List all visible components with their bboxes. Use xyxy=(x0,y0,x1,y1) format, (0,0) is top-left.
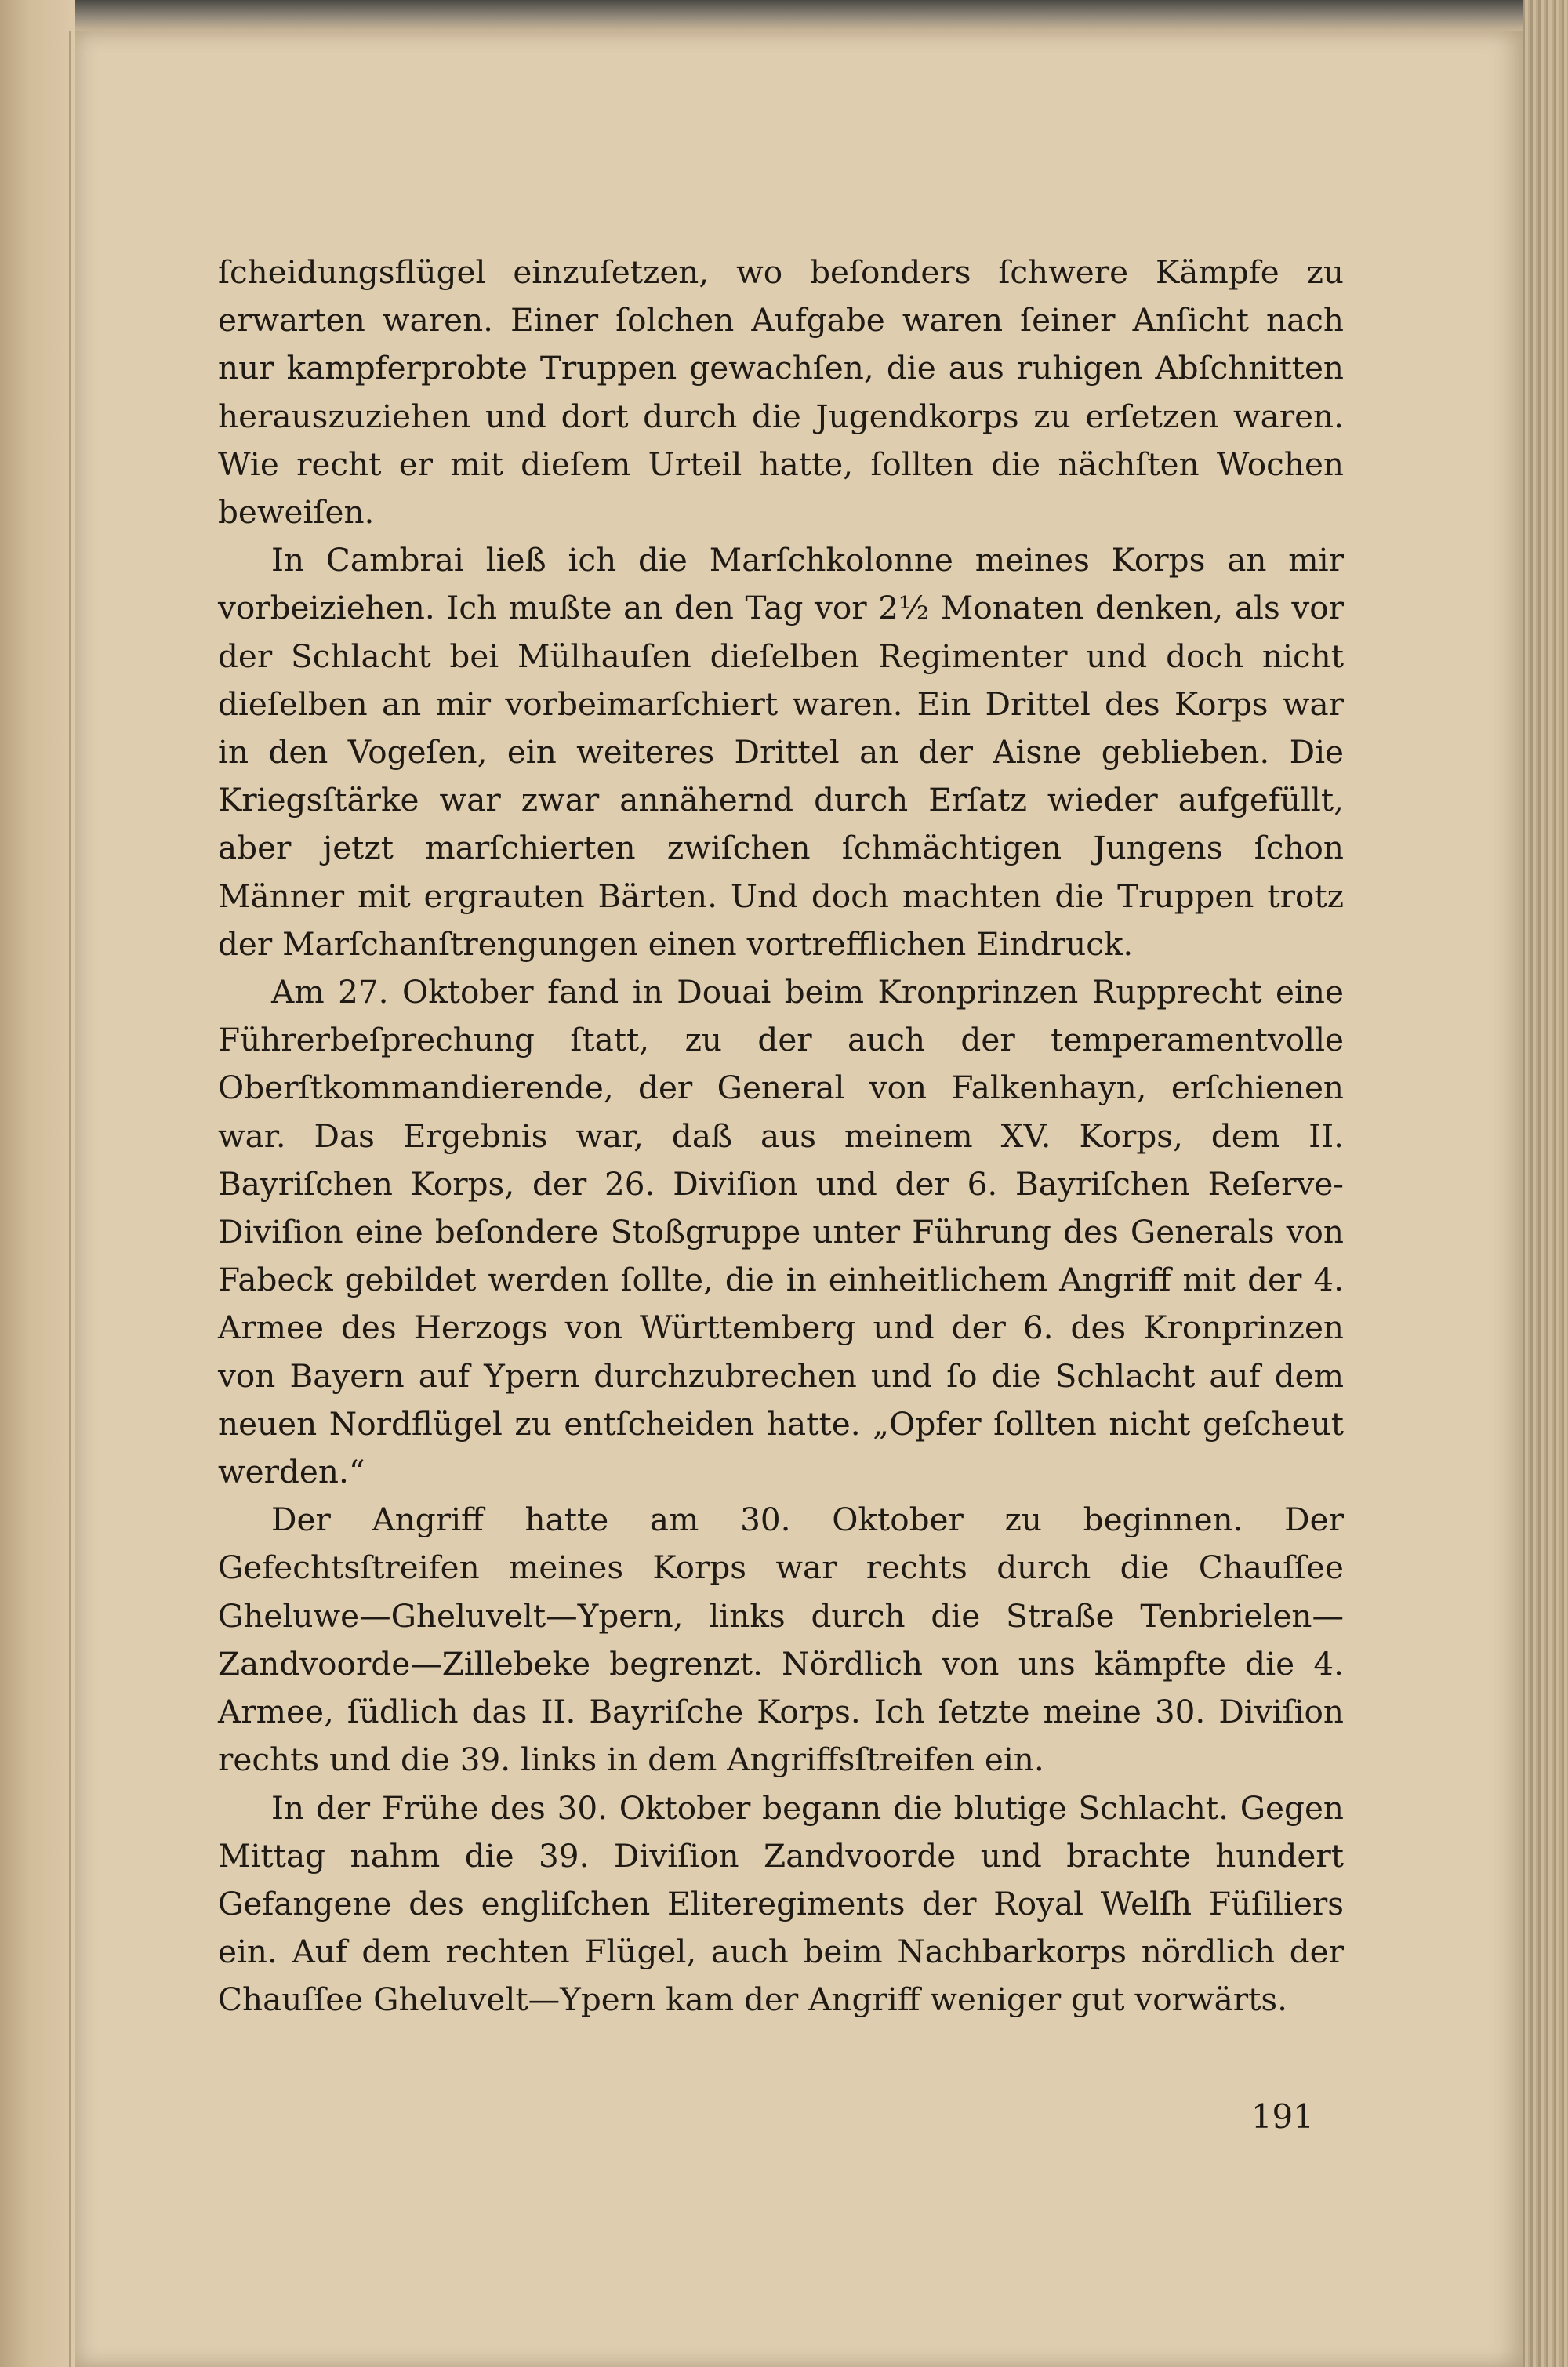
book-page xyxy=(75,31,1523,2367)
paragraph-5: In der Frühe des 30. Oktober begann die blutige Schlacht. Gegen Mittag nahm die 39. Diviſion Zandvoorde und brachte hundert Gefangene des engliſchen Eliteregiments der Royal Welſh Füſiliers ein. Auf dem rechten Flügel, auch beim Nachbarkorps nördlich der Chauſſee Gheluvelt—Ypern kam der Angriff weniger gut vorwärts. xyxy=(218,1788,1344,2019)
page-number: 191 xyxy=(1250,2097,1314,2136)
body-text xyxy=(218,249,1344,2024)
paragraph-4: Der Angriff hatte am 30. Oktober zu beginnen. Der Gefechtsſtreifen meines Korps war rechts durch die Chauſſee Gheluwe—Gheluvelt—Ypern, links durch die Straße Tenbrielen—Zandvoorde—Zillebeke begrenzt. Nördlich von uns kämpfte die 4. Armee, ſüdlich das II. Bayriſche Korps. Ich ſetzte meine 30. Diviſion rechts und die 39. links in dem Angriffsſtreifen ein. xyxy=(218,1501,1344,1779)
right-page-edges xyxy=(1523,0,1568,2367)
paragraph-3: Am 27. Oktober fand in Douai beim Kronprinzen Rupprecht eine Führerbeſprechung ſtatt, zu der auch der temperamentvolle Oberſtkommandierende, der General von Falkenhayn, erſchienen war. Das Ergebnis war, daß aus meinem XV. Korps, dem II. Bayriſchen Korps, der 26. Diviſion und der 6. Bayriſchen Reſerve-Diviſion eine beſondere Stoßgruppe unter Führung des Generals von Fabeck gebildet werden ſollte, die in einheitlichem Angriff mit der 4. Armee des Herzogs von Württemberg und der 6. des Kronprinzen von Bayern auf Ypern durchzubrechen und ſo die Schlacht auf dem neuen Nordflügel zu entſcheiden hatte. „Opfer ſollten nicht geſcheut werden.“ xyxy=(218,973,1344,1491)
paragraph-1: ſcheidungsflügel einzuſetzen, wo beſonders ſchwere Kämpfe zu erwarten waren. Einer ſolchen Aufgabe waren ſeiner Anſicht nach nur kampferprobte Truppen gewachſen, die aus ruhigen Abſchnitten herauszuziehen und dort durch die Jugendkorps zu erſetzen waren. Wie recht er mit dieſem Urteil hatte, ſollten die nächſten Wochen beweiſen. xyxy=(218,253,1344,532)
paragraph-2: In Cambrai ließ ich die Marſchkolonne meines Korps an mir vorbeiziehen. Ich mußte an den Tag vor 2½ Monaten denken, als vor der Schlacht bei Mülhauſen dieſelben Regimenter und doch nicht dieſelben an mir vorbeimarſchiert waren. Ein Drittel des Korps war in den Vogeſen, ein weiteres Drittel an der Aisne geblieben. Die Kriegsſtärke war zwar annähernd durch Erſatz wieder aufgefüllt, aber jetzt marſchierten zwiſchen ſchmächtigen Jungens ſchon Männer mit ergrauten Bärten. Und doch machten die Truppen trotz der Marſchanſtrengungen einen vortrefflichen Eindruck. xyxy=(218,541,1344,963)
left-binding xyxy=(0,0,75,2367)
binding-line xyxy=(69,31,71,2367)
top-page-edge xyxy=(0,0,1568,31)
